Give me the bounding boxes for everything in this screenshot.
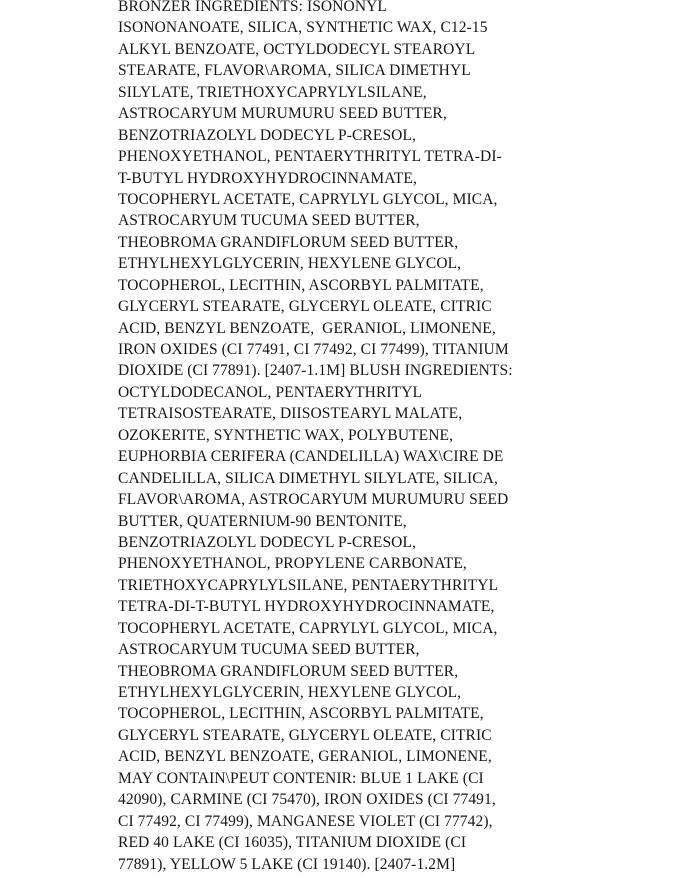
text-line: ETHYLHEXYLGLYCERIN, HEXYLENE GLYCOL, <box>118 684 462 701</box>
text-line: T-BUTYL HYDROXYHYDROCINNAMATE, <box>118 169 417 187</box>
text-line: ISONONANOATE, SILICA, SYNTHETIC WAX, C12-15 <box>118 19 488 37</box>
text-line: FLAVOR\AROMA, ASTROCARYUM MURUMURU SEED <box>118 491 509 509</box>
text-line: BRONZER INGREDIENTS: ISONONYL <box>118 0 387 15</box>
text-line: SILYLATE, TRIETHOXYCAPRYLYLSILANE, <box>118 83 427 101</box>
text-line: ETHYLHEXYLGLYCERIN, HEXYLENE GLYCOL, <box>118 255 462 273</box>
text-line: TOCOPHERYL ACETATE, CAPRYLYL GLYCOL, MICA, <box>118 619 498 637</box>
text-line: THEOBROMA GRANDIFLORUM SEED BUTTER, <box>118 662 459 680</box>
text-line: IRON OXIDES (CI 77491, CI 77492, CI 77499), TITANIUM <box>118 341 509 358</box>
text-line: TOCOPHERYL ACETATE, CAPRYLYL GLYCOL, MICA, <box>118 190 498 208</box>
text-line: CANDELILLA, SILICA DIMETHYL SILYLATE, SILICA, <box>118 469 498 487</box>
text-line: BENZOTRIAZOLYL DODECYL P-CRESOL, <box>118 533 416 551</box>
text-line: 42090), CARMINE (CI 75470), IRON OXIDES (CI 77491, <box>118 791 496 809</box>
text-line: GLYCERYL STEARATE, GLYCERYL OLEATE, CITRIC <box>118 726 492 744</box>
text-line: ACID, BENZYL BENZOATE, GERANIOL, LIMONENE, <box>118 748 492 766</box>
text-line: GLYCERYL STEARATE, GLYCERYL OLEATE, CITRIC <box>118 298 492 316</box>
text-line: ASTROCARYUM TUCUMA SEED BUTTER, <box>118 641 420 659</box>
text-line: OZOKERITE, SYNTHETIC WAX, POLYBUTENE, <box>118 426 454 444</box>
text-line: DIOXIDE (CI 77891). [2407-1.1M] BLUSH INGREDIENTS: <box>118 362 513 380</box>
text-line: PHENOXYETHANOL, PENTAERYTHRITYL TETRA-DI- <box>118 148 502 166</box>
ingredients-text-block <box>118 0 570 875</box>
text-line: ASTROCARYUM TUCUMA SEED BUTTER, <box>118 212 420 230</box>
text-line: TETRAISOSTEARATE, DIISOSTEARYL MALATE, <box>118 405 463 423</box>
text-line: EUPHORBIA CERIFERA (CANDELILLA) WAX\CIRE DE <box>118 448 504 466</box>
text-line: TRIETHOXYCAPRYLYLSILANE, PENTAERYTHRITYL <box>118 576 499 594</box>
text-line: ASTROCARYUM MURUMURU SEED BUTTER, <box>118 105 447 123</box>
text-line: OCTYLDODECANOL, PENTAERYTHRITYL <box>118 383 423 401</box>
text-line: STEARATE, FLAVOR\AROMA, SILICA DIMETHYL <box>118 62 471 80</box>
text-line: BENZOTRIAZOLYL DODECYL P-CRESOL, <box>118 126 416 144</box>
text-line: ACID, BENZYL BENZOATE, GERANIOL, LIMONENE, <box>118 319 496 337</box>
text-line: RED 40 LAKE (CI 16035), TITANIUM DIOXIDE (CI <box>118 834 467 852</box>
text-line: BUTTER, QUATERNIUM-90 BENTONITE, <box>118 512 407 530</box>
text-line: TETRA-DI-T-BUTYL HYDROXYHYDROCINNAMATE, <box>118 598 495 616</box>
text-line: 77891), YELLOW 5 LAKE (CI 19140). [2407-1.2M] <box>118 855 456 873</box>
text-line: TOCOPHEROL, LECITHIN, ASCORBYL PALMITATE, <box>118 705 484 723</box>
text-line: THEOBROMA GRANDIFLORUM SEED BUTTER, <box>118 233 459 251</box>
text-line: PHENOXYETHANOL, PROPYLENE CARBONATE, <box>118 555 467 573</box>
text-line: CI 77492, CI 77499), MANGANESE VIOLET (CI 77742), <box>118 812 493 830</box>
text-line: ALKYL BENZOATE, OCTYLDODECYL STEAROYL <box>118 40 476 58</box>
text-line: MAY CONTAIN\PEUT CONTENIR: BLUE 1 LAKE (CI <box>118 769 484 787</box>
text-line: TOCOPHEROL, LECITHIN, ASCORBYL PALMITATE, <box>118 276 484 294</box>
